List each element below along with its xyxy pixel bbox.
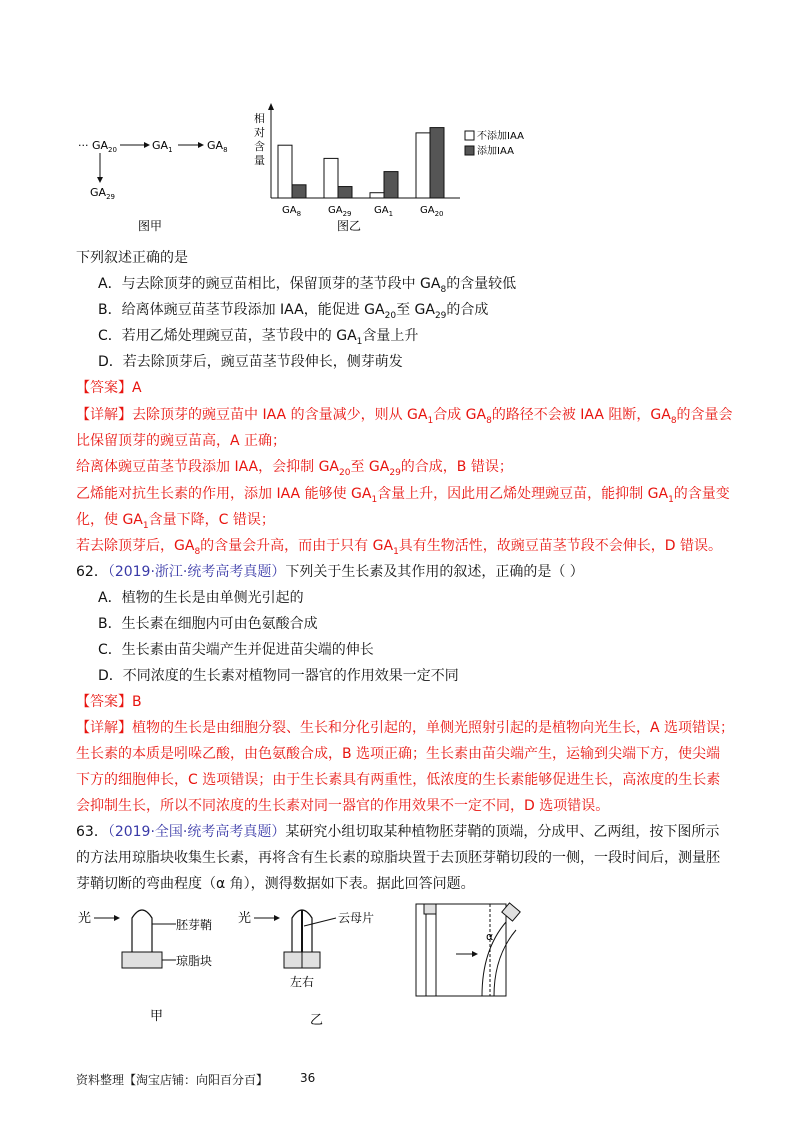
chart-ylabel-char: 相 [254, 112, 265, 125]
detail-text: 含量下降，C 错误； [148, 512, 275, 528]
x-tick-label-ga20: $GA_{20}$ [420, 205, 444, 218]
chart-ylabel-char: 含 [254, 140, 265, 153]
q61-option-c-text: C．若用乙烯处理豌豆苗，茎节段中的 GA [98, 328, 357, 344]
chart-ylabel-char: 对 [254, 126, 265, 139]
bending-arrowhead [472, 951, 478, 957]
light-arrowhead [114, 915, 120, 921]
left-right-label: 左右 [290, 975, 315, 989]
pathway-arrowhead-1 [144, 142, 150, 148]
figure-jia-caption: 图甲 [138, 219, 163, 233]
x-tick-label-ga29: $GA_{29}$ [328, 205, 352, 218]
subscript: 29 [389, 467, 401, 478]
detail-text: 的含量会 [676, 407, 733, 423]
q61-detail-line-6 [76, 536, 722, 562]
subscript: 8 [670, 415, 677, 426]
q62-detail-line-4: 会抑制生长，所以不同浓度的生长素对同一器官的作用效果不一定不同，D 选项错误。 [76, 798, 610, 814]
bar-ga1-iaa [384, 172, 398, 198]
agar-block-left [284, 952, 302, 968]
agar-block-tilted [502, 903, 520, 921]
light-arrowhead [274, 915, 280, 921]
question-number: 63． [76, 824, 108, 840]
subscript: 1 [371, 494, 378, 505]
q61-detail-line-5 [76, 510, 275, 536]
q61-answer: 【答案】A [76, 380, 142, 396]
subscript: 8 [194, 546, 201, 557]
question-source: （2019·浙江·统考高考真题） [107, 564, 286, 580]
agar-label: 琼脂块 [176, 954, 213, 968]
q62-answer: 【答案】B [76, 694, 142, 710]
question-stem: 某研究小组切取某种植物胚芽鞘的顶端，分成甲、乙两组，按下图所示 [285, 824, 720, 840]
q61-detail-line-1 [76, 405, 733, 431]
detail-text: 化，使 GA [76, 512, 143, 528]
footer-text: 资料整理【淘宝店铺：向阳百分百】 [76, 1073, 269, 1087]
q61-detail-line-2: 比保留顶芽的豌豆苗高，A 正确； [76, 433, 287, 449]
bar-chart [254, 103, 524, 233]
detail-text: 合成 GA [433, 407, 487, 423]
detail-text: 植物的生长是由细胞分裂、生长和分化引起的，单侧光照射引起的是植物向光生长，A 选项错误； [132, 720, 735, 736]
light-label: 光 [78, 911, 92, 926]
agar-block-right [302, 952, 320, 968]
q62-option-c: C．生长素由苗尖端产生并促进苗尖端的伸长 [98, 642, 374, 658]
q61-stem: 下列叙述正确的是 [76, 250, 188, 266]
bar-ga29-no-iaa [324, 158, 338, 198]
detail-text: 的含量变 [673, 486, 730, 502]
bar-ga20-no-iaa [416, 133, 430, 198]
q61-option-b-text: 至 GA [396, 302, 435, 318]
pathway-ga1-label: $GA_1$ [152, 139, 173, 154]
detail-text: 的路径不会被 IAA 阻断，GA [491, 407, 671, 423]
subscript: 1 [393, 546, 399, 557]
subscript: 8 [486, 415, 492, 426]
q61-option-c-text: 含量上升 [362, 328, 419, 344]
mica-label: 云母片 [338, 911, 375, 925]
subscript: 20 [384, 310, 397, 321]
subscript: 8 [440, 284, 447, 295]
detail-text: 给离体豌豆苗茎节段添加 IAA，会抑制 GA [76, 459, 339, 475]
chart-ylabel-char: 量 [254, 154, 265, 167]
q62-detail-line-1 [76, 718, 734, 738]
q61-option-a-text: 的含量较低 [446, 276, 517, 292]
mica-pointer [304, 918, 336, 926]
pathway-ga29-label: $GA_{29}$ [90, 186, 115, 201]
detail-tag: 【详解】 [76, 407, 132, 423]
straight-coleoptile [426, 914, 436, 996]
bar-ga8-iaa [292, 185, 306, 198]
bending-diagram [416, 903, 520, 996]
legend-label-no-iaa: 不添加IAA [477, 131, 524, 142]
alpha-label: α [486, 930, 494, 943]
bent-coleoptile-right [494, 930, 516, 996]
pathway-arrowhead-down [97, 177, 103, 183]
bar-ga8-no-iaa [278, 145, 292, 198]
legend-swatch-no-iaa [465, 131, 474, 140]
diagram-yi-caption: 乙 [310, 1013, 324, 1028]
detail-tag: 【详解】 [76, 720, 132, 736]
q62-header [76, 562, 584, 582]
detail-text: 含量上升，因此用乙烯处理豌豆苗，能抑制 GA [377, 486, 669, 502]
question-number: 62． [76, 564, 108, 580]
subscript: 1 [427, 415, 434, 426]
legend-label-iaa: 添加IAA [477, 146, 514, 157]
subscript: 1 [668, 494, 674, 505]
question-stem: 下列关于生长素及其作用的叙述，正确的是（ ） [285, 564, 584, 580]
light-label: 光 [238, 911, 252, 926]
bar-ga1-no-iaa [370, 193, 384, 198]
coleoptile-shape [132, 910, 152, 952]
q62-option-a: A．植物的生长是由单侧光引起的 [98, 590, 304, 606]
legend-swatch-iaa [465, 146, 474, 155]
chart-y-axis-arrow [268, 103, 274, 110]
bending-frame [416, 904, 506, 996]
agar-block [122, 952, 162, 968]
q61-option-a-text: A．与去除顶芽的豌豆苗相比，保留顶芽的茎节段中 GA [98, 276, 441, 292]
detail-text: 的合成，B 错误； [400, 459, 513, 475]
coleoptile-label: 胚芽鞘 [176, 918, 213, 932]
q62-detail-line-2: 生长素的本质是吲哚乙酸，由色氨酸合成，B 选项正确；生长素由苗尖端产生，运输到尖端下方，使尖端 [76, 746, 721, 762]
q61-option-b-text: B．给离体豌豆苗茎节段添加 IAA，能促进 GA [98, 302, 385, 318]
detail-text: 去除顶芽的豌豆苗中 IAA 的含量减少，则从 GA [132, 407, 428, 423]
q61-detail-line-3 [76, 457, 513, 483]
top-figure [70, 100, 590, 250]
q61-option-b [98, 300, 488, 326]
question-source: （2019·全国·统考高考真题） [107, 824, 286, 840]
detail-text: 若去除顶芽后，GA [76, 538, 195, 554]
page-number: 36 [300, 1071, 316, 1085]
q63-header [76, 822, 719, 842]
q62-option-b: B．生长素在细胞内可由色氨酸合成 [98, 616, 318, 632]
agar-block-small [424, 904, 436, 914]
pathway-diagram [78, 139, 228, 233]
diagram-jia [78, 910, 212, 1024]
x-tick-label-ga1: $GA_1$ [374, 205, 394, 218]
q63-line-3: 芽鞘切断的弯曲程度（α 角），测得数据如下表。据此回答问题。 [76, 876, 475, 892]
bar-ga29-iaa [338, 187, 352, 198]
x-tick-label-ga8: $GA_8$ [282, 205, 302, 218]
subscript: 20 [339, 467, 351, 478]
diagram-jia-caption: 甲 [150, 1009, 164, 1024]
detail-text: 至 GA [350, 459, 390, 475]
q62-detail-line-3: 下方的细胞伸长，C 选项错误；由于生长素具有两重性，低浓度的生长素能够促进生长，高浓度的生长素 [76, 772, 721, 788]
detail-text: 具有生物活性，故豌豆苗茎节段不会伸长，D 错误。 [398, 538, 723, 554]
q61-option-a [98, 274, 516, 300]
q62-option-d: D．不同浓度的生长素对植物同一器官的作用效果一定不同 [98, 668, 459, 684]
pathway-ga20-label: ··· $GA_{20}$ [78, 139, 117, 154]
bar-ga20-iaa [430, 128, 444, 198]
detail-text: 的含量会升高，而由于只有 GA [200, 538, 394, 554]
diagram-yi [238, 910, 374, 1028]
pathway-ga8-label: $GA_8$ [207, 139, 228, 154]
q61-option-c [98, 326, 418, 352]
q61-option-b-text: 的合成 [446, 302, 489, 318]
detail-text: 乙烯能对抗生长素的作用，添加 IAA 能够使 GA [76, 486, 372, 502]
bottom-figure [70, 900, 550, 1040]
q61-detail-line-4 [76, 484, 730, 510]
subscript: 1 [356, 336, 363, 347]
figure-yi-caption: 图乙 [337, 219, 362, 233]
subscript: 29 [434, 310, 447, 321]
pathway-arrowhead-2 [198, 142, 204, 148]
q61-option-d: D．若去除顶芽后，豌豆苗茎节段伸长，侧芽萌发 [98, 354, 403, 370]
subscript: 1 [142, 520, 149, 531]
q63-line-2: 的方法用琼脂块收集生长素，再将含有生长素的琼脂块置于去顶胚芽鞘切段的一侧，一段时间后，测量胚 [76, 850, 720, 866]
